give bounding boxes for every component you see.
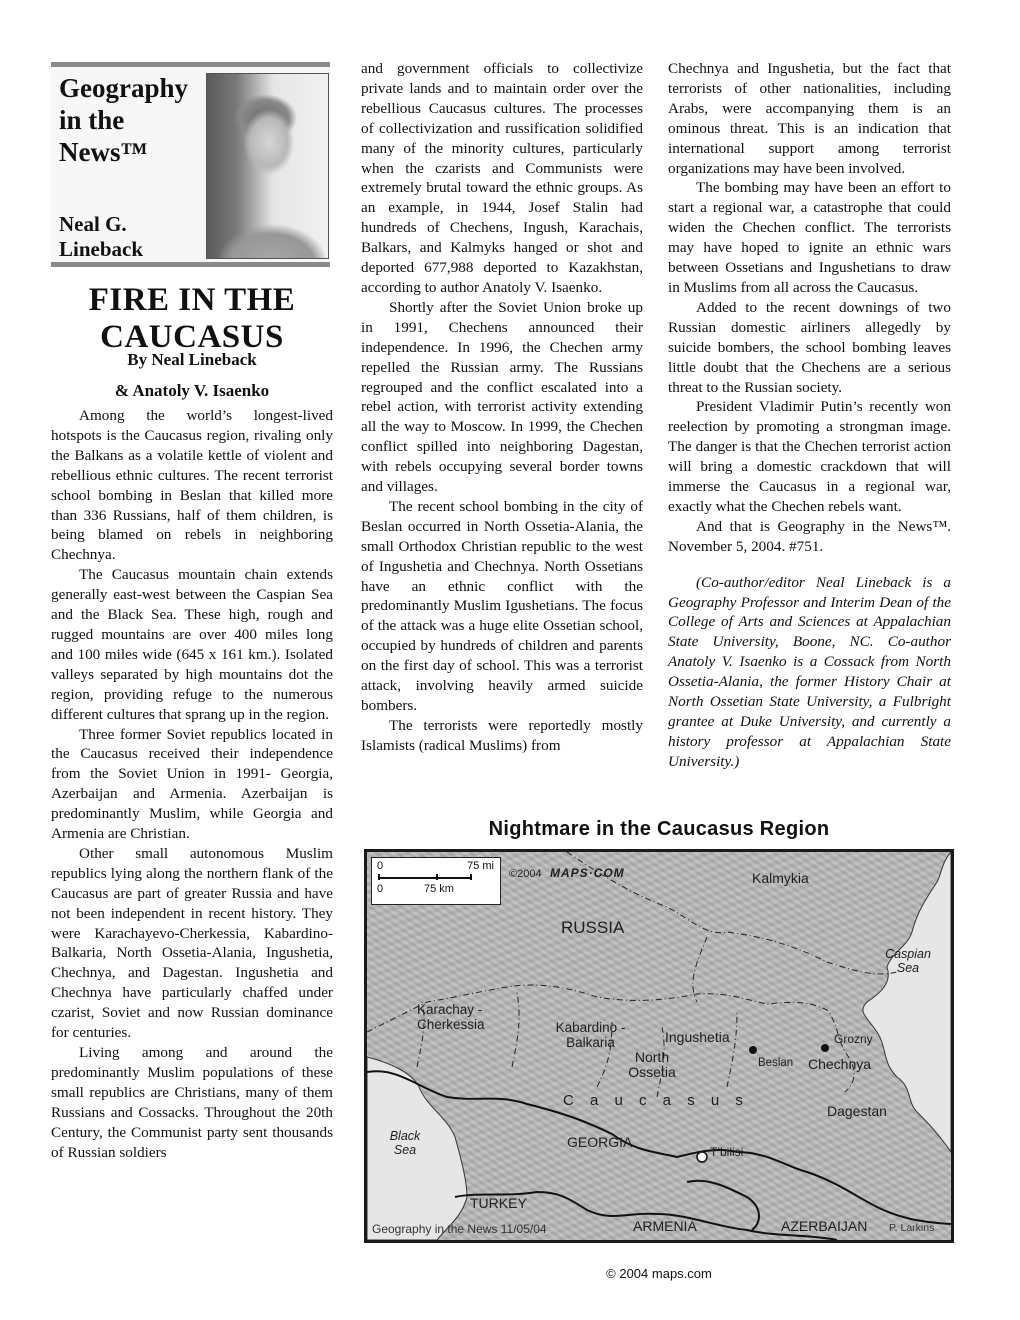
- paragraph: Three former Soviet republics located in the Caucasus received their independence from the Soviet Union in 1991- Georgia, Azerbaijan and Armenia. Azerbaijan is predominantly Muslim, while Georgia and Armenia are Christian.: [51, 725, 333, 843]
- label-black-sea: Black Sea: [389, 1129, 421, 1157]
- map-scale-bar: [371, 857, 501, 905]
- paragraph: President Vladimir Putin’s recently won reelection by promoting a strongman image. The danger is that the Chechen terrorist action will bring a domestic crackdown that will immerse the Caucasus in a regional war, exactly what the Chechen rebels want.: [668, 398, 951, 515]
- paragraph: Shortly after the Soviet Union broke up in 1991, Chechens announced their independence. In 1996, the Chechen army repelled the Russian army. The Russians regrouped and the conflict escalated into a rebel action, with terrorist activity extending all the way to Moscow. In 1999, the Chechen conflict spilled into neighboring Dagestan, with rebels occupying several border towns and villages.: [361, 298, 643, 496]
- label-dagestan: Dagestan: [827, 1103, 887, 1119]
- scale-km-label: 75 km: [424, 883, 454, 895]
- column-header-box: [51, 62, 330, 267]
- byline-primary: By Neal Lineback: [127, 350, 257, 369]
- label-armenia: ARMENIA: [633, 1218, 697, 1234]
- scale-km-zero: 0: [377, 883, 384, 895]
- column-author: Neal G. Lineback: [59, 212, 144, 261]
- paragraph: Other small autonomous Muslim republics lying along the northern flank of the Caucasus are part of greater Russia and have not been independent in recent history. They were Karachayevo-Cherkessia, Kabardino-Balkaria, North Ossetia-Alania, Ingushetia, Chechnya, and Dagestan. Ingushetia and Chechnya have particularly chaffed under czarist, Soviet and now Russian dominance for centuries.: [51, 844, 333, 1042]
- page-copyright: © 2004 maps.com: [606, 1266, 712, 1281]
- scale-mi-label: 75 mi: [467, 860, 494, 872]
- scale-line: [378, 877, 472, 879]
- label-turkey: TURKEY: [470, 1195, 527, 1211]
- label-russia: RUSSIA: [561, 918, 625, 937]
- paragraph: Among the world’s longest-lived hotspots is the Caucasus region, rivaling only the Balkans as a volatile kettle of violent and rebellious ethnic cultures. The recent terrorist school bombing in Beslan that killed more than 336 Russians, half of them children, is being blamed on rebels in neighboring Chechnya.: [51, 407, 333, 564]
- label-tbilisi: T’bilisi: [710, 1145, 744, 1159]
- map-credit-right: P. Larkins: [889, 1222, 935, 1234]
- label-caspian-sea: Caspian Sea: [885, 947, 931, 975]
- azerbaijan-border: [687, 1181, 759, 1230]
- beslan-marker: [749, 1046, 757, 1054]
- paragraph: The Caucasus mountain chain extends generally east-west between the Caspian Sea and the Black Sea. These high, rough and rugged mountains are over 400 miles long and 100 miles wide (645 x 161 km.). Isolated valleys separated by high mountains dot the region, providing refuge to the numerous different cultures that sprang up in the region.: [51, 566, 333, 723]
- map-title: Nightmare in the Caucasus Region: [488, 818, 830, 840]
- map-credit-left: Geography in the News 11/05/04: [372, 1222, 547, 1236]
- label-kalmykia: Kalmykia: [752, 870, 809, 886]
- paragraph: Chechnya and Ingushetia, but the fact that terrorists of other nationalities, including Arabs, were accompanying them is an ominous threat. This is an indication that international support among terrorist organizations may have been involved.: [668, 60, 951, 177]
- scale-tick: [378, 874, 380, 880]
- label-chechnya: Chechnya: [808, 1056, 872, 1072]
- header-bottom-rule: [51, 262, 330, 267]
- scale-mi-zero: 0: [377, 860, 384, 872]
- article-column-2: [361, 59, 643, 756]
- map-copyright: ©2004: [509, 868, 542, 880]
- tbilisi-marker: [697, 1152, 707, 1162]
- label-beslan: Beslan: [758, 1057, 794, 1069]
- caucasus-map: [364, 849, 954, 1243]
- paragraph: Living among and around the predominantly Muslim populations of these small republics are Christians, many of them Russians and Cossacks. Throughout the 20th Century, the Communist party sent thousands of Russian soldiers: [51, 1044, 333, 1161]
- paragraph: The bombing may have been an effort to start a regional war, a catastrophe that could widen the Chechen conflict. The terrorists may have hoped to ignite an ethnic wars between Ossetians and Ingushetians to draw in Muslims from all across the Caucasus.: [668, 179, 951, 296]
- label-georgia: GEORGIA: [567, 1134, 633, 1150]
- maps-com-logo: MAPS·COM: [550, 866, 625, 880]
- label-karachay-cherkessia: Karachay - Cherkessia: [417, 1002, 485, 1032]
- grozny-marker: [821, 1044, 829, 1052]
- header-top-rule: [51, 62, 330, 67]
- paragraph: And that is Geography in the News™. November 5, 2004. #751.: [668, 517, 951, 555]
- paragraph: Added to the recent downings of two Russian domestic airliners allegedly by suicide bombers, the school bombing leaves little doubt that the Chechens are a serious threat to the Russian society.: [668, 298, 951, 396]
- label-ingushetia: Ingushetia: [665, 1029, 730, 1045]
- label-grozny: Grozny: [834, 1032, 873, 1046]
- paragraph: The terrorists were reportedly mostly Islamists (radical Muslims) from: [361, 716, 643, 754]
- paragraph: and government officials to collectivize private lands and to maintain order over the rebellious Caucasus cultures. The processes of collectivization and russification solidified many of the minority cultures, particularly when the czarists and Communists were extremely brutal toward the ethnic groups. As an example, in 1944, Josef Stalin had hundreds of Chechens, Ingush, Karachais, Balkars, and Kalmyks hanged or shot and deported 677,988 deported to Kazakhstan, according to author Anatoly V. Isaenko.: [361, 60, 643, 296]
- scale-tick: [470, 874, 472, 880]
- article-title: FIRE IN THE CAUCASUS: [88, 282, 296, 355]
- paragraph: The recent school bombing in the city of Beslan occurred in North Ossetia-Alania, the small Orthodox Christian republic to the west of Ingushetia and Chechnya. North Ossetians have an ethnic conflict with the predominantly Muslim Igushetians. The focus of the attack was a huge elite Ossetian school, occupied by hundreds of children and parents on the first day of school. This was a terrorist attack, involving heavily armed suicide bombers.: [361, 497, 643, 714]
- label-north-ossetia: North Ossetia: [628, 1049, 676, 1080]
- byline-secondary: & Anatoly V. Isaenko: [114, 381, 270, 400]
- scale-tick: [436, 874, 438, 880]
- article-column-3: [668, 59, 951, 772]
- article-column-1: [51, 406, 333, 1162]
- label-azerbaijan: AZERBAIJAN: [781, 1218, 868, 1234]
- label-kabardino-balkaria: Kabardino - Balkaria: [555, 1020, 626, 1050]
- column-title: Geography in the News™: [59, 73, 189, 167]
- label-caucasus-mountains: C a u c a s u s: [563, 1092, 749, 1109]
- author-photo: [206, 73, 329, 259]
- map-shapes: [367, 852, 951, 1240]
- author-bio: (Co-author/editor Neal Lineback is a Geography Professor and Interim Dean of the College of Arts and Sciences at Appalachian State University, Boone, NC. Co-author Anatoly V. Isaenko is a Cossack from North Ossetia-Alania, the former History Chair at North Ossetian State University, a Fulbright grantee at Duke University, and currently a history professor at Appalachian State University.): [668, 573, 951, 770]
